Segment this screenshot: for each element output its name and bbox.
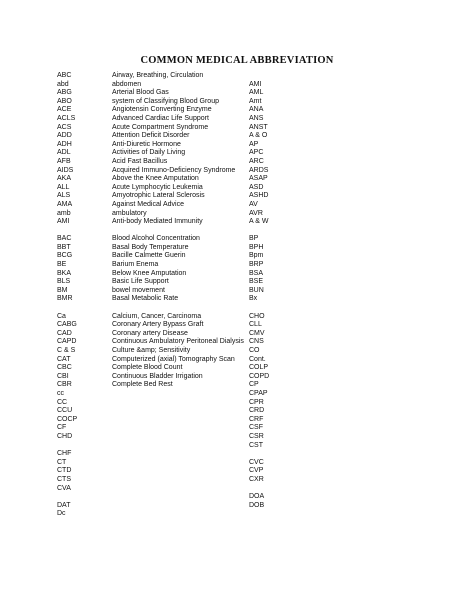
abbreviation: CSF	[249, 424, 263, 432]
definition: Continuous Ambulatory Peritoneal Dialysis	[112, 338, 244, 346]
abbreviation: BRP	[249, 261, 264, 269]
abbreviation: BBT	[57, 243, 71, 251]
abbreviation: AMI	[57, 218, 70, 226]
abbreviation: AIDS	[57, 166, 74, 174]
definition: Acute Compartment Syndrome	[112, 123, 209, 131]
abbreviation: CVP	[249, 467, 264, 475]
right-abbreviation-column	[249, 72, 269, 510]
abbreviation: ACS	[57, 123, 72, 131]
abbreviation: AML	[249, 89, 264, 97]
left-definition-column	[112, 72, 244, 390]
spacer	[57, 493, 77, 502]
abbreviation: CTD	[57, 467, 72, 475]
definition: Acid Fast Bacillus	[112, 157, 168, 165]
abbreviation: ADL	[57, 149, 71, 157]
definition: Acute Lymphocytic Leukemia	[112, 183, 203, 191]
definition: system of Classifying Blood Group	[112, 97, 219, 105]
definition: Complete Bed Rest	[112, 381, 173, 389]
definition: Coronary artery Disease	[112, 329, 188, 337]
abbreviation: ASD	[249, 183, 264, 191]
abbreviation: Amt	[249, 97, 262, 105]
abbreviation: abd	[57, 80, 69, 88]
abbreviation: BLS	[57, 278, 71, 286]
abbreviation: CPR	[249, 398, 264, 406]
abbreviation: CBR	[57, 381, 72, 389]
abbreviation: CF	[57, 424, 67, 432]
abbreviation: CT	[57, 458, 67, 466]
abbreviation: BKA	[57, 269, 72, 277]
abbreviation: CSR	[249, 432, 264, 440]
abbreviation: Ca	[57, 312, 66, 320]
abbreviation: CAT	[57, 355, 71, 363]
definition: Arterial Blood Gas	[112, 89, 169, 97]
abbreviation: CMV	[249, 329, 265, 337]
definition: Calcium, Cancer, Carcinoma	[112, 312, 202, 320]
abbreviation: ASAP	[249, 175, 268, 183]
abbreviation: AMI	[249, 80, 262, 88]
abbreviation: BM	[57, 286, 68, 294]
abbreviation: CXR	[249, 475, 264, 483]
abbreviation: ADD	[57, 132, 72, 140]
abbreviation: BUN	[249, 286, 264, 294]
spacer	[57, 442, 77, 451]
spacer	[249, 485, 269, 494]
abbreviation: CBI	[57, 372, 69, 380]
definition: Basic Life Support	[112, 278, 169, 286]
abbreviation: CTS	[57, 475, 71, 483]
abbreviation: CLL	[249, 321, 262, 329]
abbreviation: ADH	[57, 140, 72, 148]
abbreviation: CC	[57, 398, 68, 406]
abbreviation: ASHD	[249, 192, 269, 200]
abbreviation: AKA	[57, 175, 72, 183]
abbreviation: CAPD	[57, 338, 77, 346]
definition: Airway, Breathing, Circulation	[112, 72, 204, 79]
definition: bowel movement	[112, 286, 165, 294]
abbreviation: CHD	[57, 432, 73, 440]
abbreviation: BMR	[57, 295, 73, 303]
abbreviation: ANST	[249, 123, 268, 131]
abbreviation: AVR	[249, 209, 263, 217]
abbreviation: CST	[249, 441, 263, 449]
definition: Attention Deficit Disorder	[112, 132, 190, 140]
spacer	[249, 227, 269, 236]
spacer	[57, 304, 77, 313]
definition: Anti-Diuretic Hormone	[112, 140, 181, 148]
spacer	[249, 450, 269, 459]
definition: Below Knee Amputation	[112, 269, 187, 277]
abbreviation: BSE	[249, 278, 264, 286]
spacer	[249, 304, 269, 313]
abbreviation: COCP	[57, 415, 78, 423]
abbreviation: CHF	[57, 450, 72, 458]
abbreviation: CO	[249, 347, 260, 354]
abbreviation: CBC	[57, 364, 72, 372]
abbreviation: ANA	[249, 106, 264, 114]
abbreviation: CVA	[57, 484, 71, 492]
definition: Acquired Immuno-Deficiency Syndrome	[112, 166, 236, 174]
abbreviation: COPD	[249, 372, 270, 380]
abbreviation: CHO	[249, 312, 265, 320]
definition: Basal Metabolic Rate	[112, 295, 179, 303]
abbreviation: A & W	[249, 218, 269, 226]
spacer	[112, 227, 244, 236]
abbreviation: ABO	[57, 97, 72, 105]
abbreviation: CRF	[249, 415, 264, 423]
abbreviation: Dc	[57, 510, 66, 518]
definition: Above the Knee Amputation	[112, 175, 199, 183]
abbreviation: CCU	[57, 407, 73, 415]
abbreviation: ARDS	[249, 166, 269, 174]
abbreviation: AFB	[57, 157, 71, 165]
abbreviation: Bpm	[249, 252, 264, 260]
definition: Basal Body Temperature	[112, 243, 189, 251]
spacer	[112, 304, 244, 313]
definition: Against Medical Advice	[112, 200, 184, 208]
definition: Activities of Daily Living	[112, 149, 186, 157]
definition: Culture &amp; Sensitivity	[112, 347, 191, 354]
abbreviation: ABG	[57, 89, 72, 97]
abbreviation: DOB	[249, 501, 265, 509]
abbreviation: BE	[57, 261, 67, 269]
abbreviation: CP	[249, 381, 259, 389]
abbreviation: CPAP	[249, 389, 268, 397]
definition: Amyotrophic Lateral Sclerosis	[112, 192, 205, 200]
abbreviation: BPH	[249, 243, 264, 251]
abbreviation: ALS	[57, 192, 71, 200]
abbreviation: CRD	[249, 407, 265, 415]
abbreviation: CVC	[249, 458, 264, 466]
abbreviation: BAC	[57, 235, 72, 243]
definition: Coronary Artery Bypass Graft	[112, 321, 204, 329]
definition: Computerized (axial) Tomography Scan	[112, 355, 235, 363]
definition: Complete Blood Count	[112, 364, 183, 372]
definition: Bacille Calmette Guerin	[112, 252, 186, 260]
abbreviation: CABG	[57, 321, 77, 329]
abbreviation: BSA	[249, 269, 264, 277]
abbreviation: DOA	[249, 493, 265, 501]
abbreviation: APC	[249, 149, 264, 157]
definition: Barium Enema	[112, 261, 159, 269]
abbreviation: ACE	[57, 106, 72, 114]
abbreviation: ANS	[249, 114, 264, 122]
spacer	[57, 227, 77, 236]
abbreviation: AP	[249, 140, 259, 148]
definition: abdomen	[112, 80, 142, 88]
abbreviation: Bx	[249, 295, 258, 303]
definition: Continuous Bladder Irrigation	[112, 372, 203, 380]
abbreviation: C & S	[57, 347, 76, 354]
definition: Advanced Cardiac Life Support	[112, 114, 209, 122]
spacer	[249, 72, 269, 81]
page-title: COMMON MEDICAL ABBREVIATION	[140, 55, 334, 66]
abbreviation: BP	[249, 235, 259, 243]
abbreviation: ARC	[249, 157, 264, 165]
abbreviation: AMA	[57, 200, 73, 208]
abbreviation: BCG	[57, 252, 73, 260]
abbreviation: A & O	[249, 132, 268, 140]
abbreviation: DAT	[57, 501, 71, 509]
definition: ambulatory	[112, 209, 147, 217]
abbreviation: amb	[57, 209, 71, 217]
definition: Blood Alcohol Concentration	[112, 235, 200, 243]
abbreviation: CAD	[57, 329, 72, 337]
abbreviation: CNS	[249, 338, 264, 346]
abbreviation: AV	[249, 200, 258, 208]
definition: Anti-body Mediated Immunity	[112, 218, 203, 226]
abbreviation: ABC	[57, 72, 72, 79]
left-abbreviation-column	[57, 72, 77, 519]
abbreviation: cc	[57, 389, 64, 397]
abbreviation: ALL	[57, 183, 70, 191]
abbreviation: ACLS	[57, 114, 76, 122]
abbreviation: COLP	[249, 364, 269, 372]
abbreviation: Cont.	[249, 355, 266, 363]
definition: Angiotensin Converting Enzyme	[112, 106, 212, 114]
